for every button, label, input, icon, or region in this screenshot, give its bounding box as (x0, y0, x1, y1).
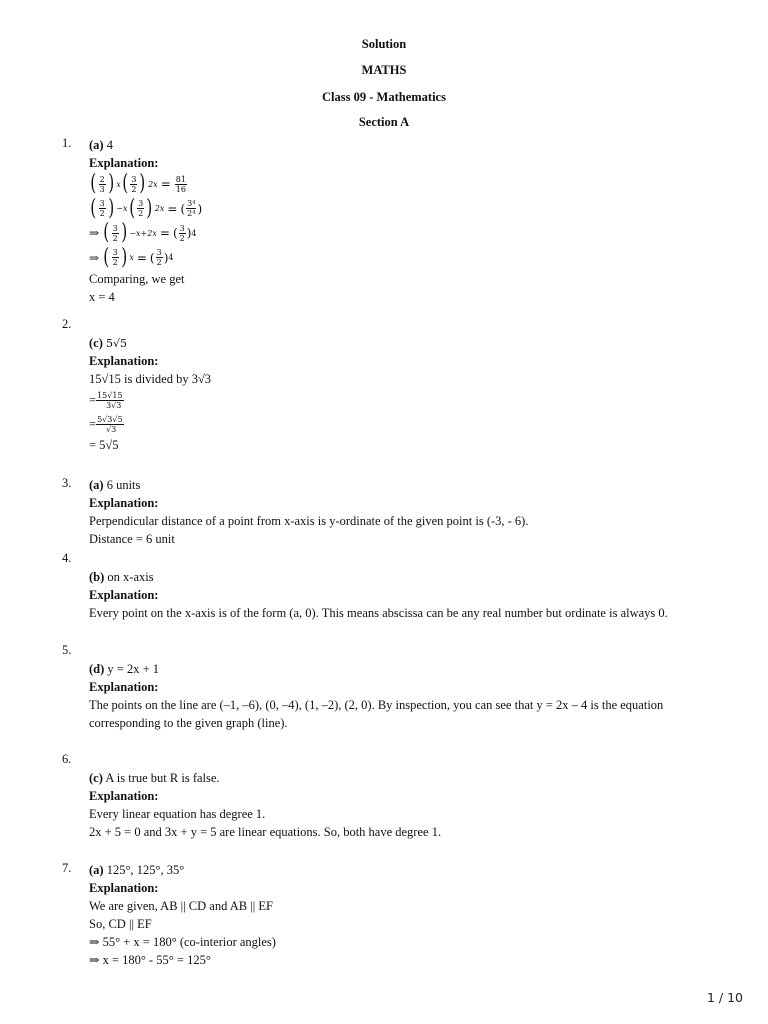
fraction: $\frac{3}{2}$ (112, 223, 118, 243)
explanation-text: So, CD || EF (89, 917, 152, 931)
answer-option: (a) (89, 478, 104, 492)
explanation-text: x = 4 (89, 290, 115, 304)
equals-sign: = (159, 226, 170, 241)
answer-line (89, 861, 689, 879)
explanation-text: 15√15 is divided by 3√3 (89, 372, 212, 386)
question-number: 7. (62, 861, 72, 875)
question-3 (89, 476, 689, 548)
answer-line (89, 660, 689, 678)
exponent: x (129, 253, 134, 263)
paren: ( (90, 171, 97, 197)
question-number: 3. (62, 476, 72, 490)
explanation-text: ⇒ x = 180° - 55° = 125° (89, 953, 211, 967)
subject-title: MATHS (361, 63, 407, 77)
exponent: −x+2x (129, 228, 157, 238)
explanation-label: Explanation: (89, 354, 159, 368)
question-number: 4. (62, 551, 72, 565)
fraction: $\frac{3}{2}$ (179, 223, 185, 243)
explanation-text: The points on the line are (–1, –6), (0, –4), (1, –2), (2, 0). By inspection, you can see that y = 2x – 4 is the equation corresponding to the given graph (line). (89, 698, 664, 730)
explanation-text: ⇒ 55° + x = 180° (co-interior angles) (89, 935, 276, 949)
paren: ( (122, 171, 129, 197)
answer-value: 4 (106, 138, 113, 152)
question-1 (89, 136, 689, 306)
explanation-text: Every linear equation has degree 1. (89, 807, 266, 821)
answer-line (89, 568, 689, 586)
answer-value: A is true but R is false. (105, 771, 220, 785)
question-7 (89, 861, 689, 969)
paren: ( (128, 195, 135, 221)
equals-sign: = (136, 250, 147, 265)
fraction: $\frac{5√3√5}{√3}$ (97, 414, 123, 434)
answer-line (89, 136, 689, 154)
equals-sign: = (89, 416, 97, 431)
equals-sign: = (167, 201, 178, 216)
paren: ( (172, 226, 178, 241)
fraction-line-1 (89, 388, 689, 412)
implies-arrow: ⇒ (89, 226, 100, 241)
paren: ) (146, 195, 153, 221)
explanation-text: = 5√5 (89, 438, 119, 452)
explanation-text: Comparing, we get (89, 272, 185, 286)
explanation-text: Distance = 6 unit (89, 532, 175, 546)
fraction: $\frac{3}{2}$ (156, 248, 162, 268)
explanation-label: Explanation: (89, 588, 159, 602)
paren: ) (197, 201, 203, 216)
math-line-3 (89, 221, 689, 246)
explanation-label: Explanation: (89, 881, 159, 895)
paren: ) (186, 226, 192, 241)
explanation-label: Explanation: (89, 680, 159, 694)
paren: ) (107, 171, 114, 197)
fraction: $\frac{3}{2}$ (138, 199, 144, 219)
math-line-2 (89, 197, 689, 222)
explanation-text: We are given, AB || CD and AB || EF (89, 899, 273, 913)
paren: ( (103, 244, 110, 270)
exponent: 2x (154, 204, 165, 214)
explanation-text: 2x + 5 = 0 and 3x + y = 5 are linear equations. So, both have degree 1. (89, 825, 442, 839)
math-line-1 (89, 172, 689, 197)
question-6 (89, 769, 689, 841)
explanation-label: Explanation: (89, 156, 159, 170)
paren: ( (149, 250, 155, 265)
fraction: $\frac{3}{2}$ (112, 248, 118, 268)
exponent: x (116, 179, 121, 189)
fraction: $\frac{\text{3⁴}}{\text{2⁴}}$ (187, 199, 196, 219)
explanation-label: Explanation: (89, 789, 159, 803)
answer-option: (a) (89, 863, 104, 877)
answer-option: (c) (89, 771, 103, 785)
question-number: 1. (62, 136, 72, 150)
page-number: 1 / 10 (706, 990, 743, 1005)
math-line-4 (89, 246, 689, 271)
paren: ( (90, 195, 97, 221)
answer-option: (d) (89, 662, 105, 676)
question-2 (89, 334, 689, 454)
answer-value: 125°, 125°, 35° (106, 863, 185, 877)
answer-value: on x-axis (107, 570, 154, 584)
class-title: Class 09 - Mathematics (322, 90, 446, 104)
paren: ) (107, 195, 114, 221)
exponent: 2x (148, 179, 158, 189)
exponent: 4 (168, 253, 174, 263)
equals-sign: = (89, 392, 97, 407)
exponent: −x (116, 204, 128, 214)
paren: ( (103, 220, 110, 246)
question-number: 5. (62, 643, 72, 657)
question-number: 2. (62, 317, 72, 331)
answer-option: (a) (89, 138, 104, 152)
doc-title: Solution (361, 37, 407, 51)
fraction: $\frac{81}{16}$ (175, 174, 186, 194)
equals-sign: = (160, 177, 171, 192)
paren: ) (139, 171, 146, 197)
explanation-text: Perpendicular distance of a point from x-axis is y-ordinate of the given point is (-3, - 6). (89, 514, 529, 528)
answer-value: y = 2x + 1 (107, 662, 160, 676)
answer-value: 5√5 (106, 337, 128, 350)
fraction: $\frac{2}{3}$ (99, 174, 105, 194)
answer-line (89, 769, 689, 787)
section-title: Section A (358, 115, 410, 129)
answer-line (89, 334, 689, 352)
paren: ( (180, 201, 186, 216)
paren: ) (121, 220, 128, 246)
fraction: $\frac{3}{2}$ (131, 174, 137, 194)
answer-line (89, 476, 689, 494)
fraction: $\frac{15√15}{3√3}$ (97, 390, 123, 410)
answer-option: (c) (89, 336, 103, 350)
answer-option: (b) (89, 570, 105, 584)
paren: ) (163, 250, 169, 265)
question-5 (89, 660, 689, 732)
fraction: $\frac{3}{2}$ (99, 199, 105, 219)
implies-arrow: ⇒ (89, 250, 100, 265)
question-number: 6. (62, 752, 72, 766)
explanation-text: Every point on the x-axis is of the form (a, 0). This means abscissa can be any real number but ordinate is always 0. (89, 606, 668, 620)
paren: ) (121, 244, 128, 270)
question-4 (89, 568, 689, 622)
answer-value: 6 units (106, 478, 141, 492)
exponent: 4 (191, 228, 197, 238)
explanation-label: Explanation: (89, 496, 159, 510)
fraction-line-2 (89, 412, 689, 436)
